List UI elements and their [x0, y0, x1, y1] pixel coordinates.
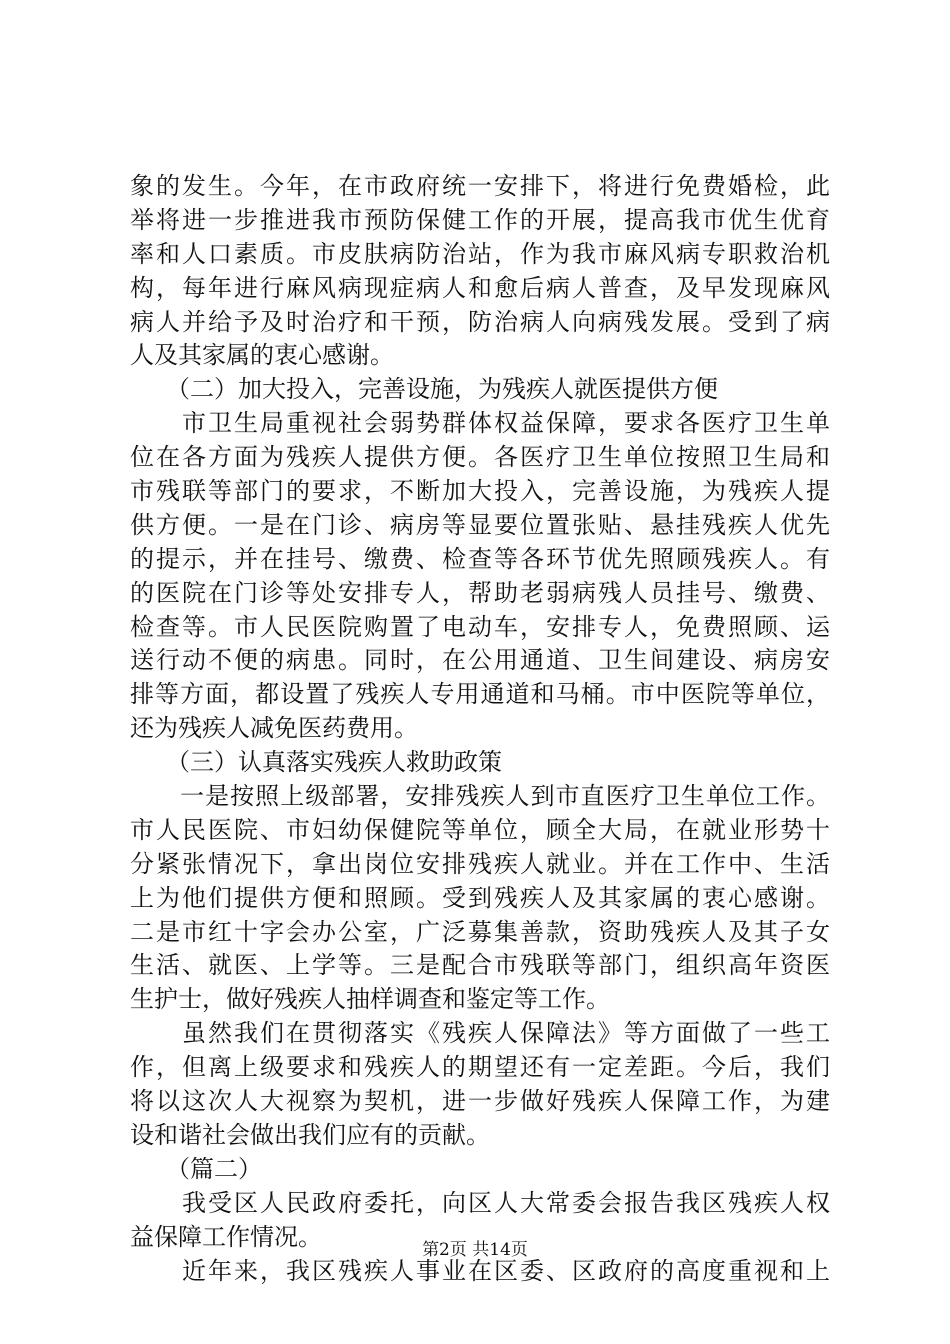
text-line: 设和谐社会做出我们应有的贡献。 — [130, 1120, 490, 1149]
text-line: 市人民医院、市妇幼保健院等单位，顾全大局，在就业形势十 — [130, 815, 830, 844]
text-line: 的提示，并在挂号、缴费、检查等各环节优先照顾残疾人。有 — [130, 544, 830, 573]
page-footer: 第2页 共14页 — [422, 1240, 528, 1260]
text-line: 的医院在门诊等处安排专人，帮助老弱病残人员挂号、缴费、 — [130, 578, 830, 607]
text-line: 率和人口素质。市皮肤病防治站，作为我市麻风病专职救治机 — [130, 239, 830, 268]
text-line: 排等方面，都设置了残疾人专用通道和马桶。市中医院等单位， — [130, 680, 830, 709]
text-line: （三）认真落实残疾人救助政策 — [130, 748, 502, 777]
text-line: 我受区人民政府委托，向区人大常委会报告我区残疾人权 — [130, 1188, 830, 1217]
text-line: 位在各方面为残疾人提供方便。各医疗卫生单位按照卫生局和 — [130, 443, 830, 472]
text-line: 市残联等部门的要求，不断加大投入，完善设施，为残疾人提 — [130, 477, 830, 506]
document-body — [130, 170, 830, 1288]
text-line: 近年来，我区残疾人事业在区委、区政府的高度重视和上 — [130, 1256, 830, 1285]
text-line: 分紧张情况下，拿出岗位安排残疾人就业。并在工作中、生活 — [130, 849, 830, 878]
text-line: 二是市红十字会办公室，广泛募集善款，资助残疾人及其子女 — [130, 917, 830, 946]
text-line: （二）加大投入，完善设施，为残疾人就医提供方便 — [130, 375, 718, 404]
text-line: 人及其家属的衷心感谢。 — [130, 341, 394, 370]
text-line: 生护士，做好残疾人抽样调查和鉴定等工作。 — [130, 985, 610, 1014]
text-line: 生活、就医、上学等。三是配合市残联等部门，组织高年资医 — [130, 951, 830, 980]
text-line: 市卫生局重视社会弱势群体权益保障，要求各医疗卫生单 — [130, 409, 830, 438]
text-line: 还为残疾人减免医药费用。 — [130, 714, 418, 743]
text-line: 构，每年进行麻风病现症病人和愈后病人普查，及早发现麻风 — [130, 273, 830, 302]
text-line: 举将进一步推进我市预防保健工作的开展，提高我市优生优育 — [130, 205, 830, 234]
text-line: 虽然我们在贯彻落实《残疾人保障法》等方面做了一些工 — [130, 1019, 830, 1048]
text-line: 供方便。一是在门诊、病房等显要位置张贴、悬挂残疾人优先 — [130, 510, 830, 539]
text-line: 象的发生。今年，在市政府统一安排下，将进行免费婚检，此 — [130, 172, 830, 200]
text-line: 作，但离上级要求和残疾人的期望还有一定差距。今后，我们 — [130, 1053, 830, 1082]
text-line: 一是按照上级部署，安排残疾人到市直医疗卫生单位工作。 — [130, 782, 830, 811]
text-line: 上为他们提供方便和照顾。受到残疾人及其家属的衷心感谢。 — [130, 883, 830, 912]
text-line: （篇二） — [130, 1154, 262, 1183]
text-line: 检查等。市人民医院购置了电动车，安排专人，免费照顾、运 — [130, 612, 830, 641]
text-line: 将以这次人大视察为契机，进一步做好残疾人保障工作，为建 — [130, 1087, 830, 1116]
text-line: 益保障工作情况。 — [130, 1222, 322, 1251]
text-line: 病人并给予及时治疗和干预，防治病人向病残发展。受到了病 — [130, 307, 830, 336]
text-line: 送行动不便的病患。同时，在公用通道、卫生间建设、病房安 — [130, 646, 830, 675]
